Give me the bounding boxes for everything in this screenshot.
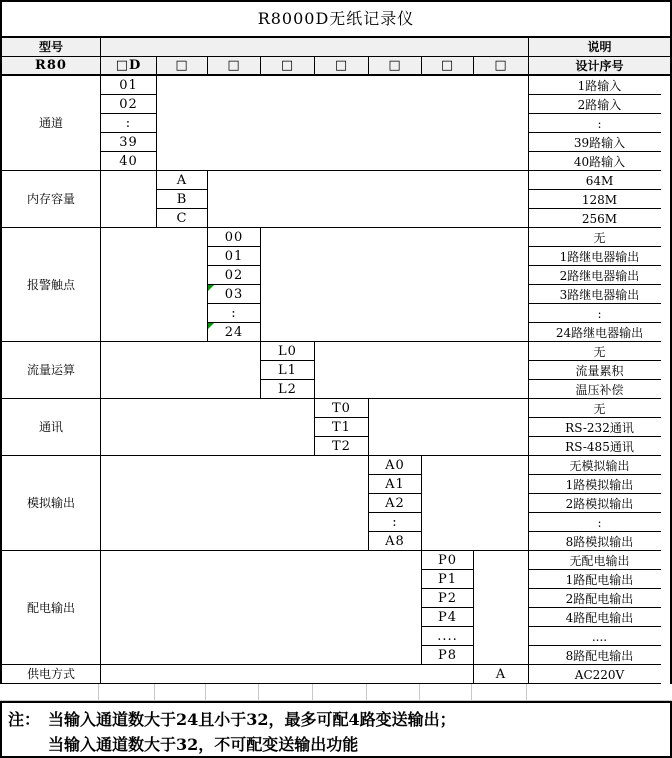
option-description-cell: 24路继电器输出	[529, 323, 670, 342]
option-description-cell: :	[529, 513, 670, 532]
section-label: 通讯	[2, 399, 101, 456]
empty-right-cell	[157, 76, 529, 171]
empty-right-cell	[315, 342, 529, 399]
code-placeholder-cell: □	[474, 57, 529, 76]
table-title: R8000D无纸记录仪	[2, 2, 670, 38]
option-description-cell: :	[529, 304, 670, 323]
empty-left-cell	[101, 171, 157, 228]
option-code-cell: P1	[422, 570, 474, 589]
spacer-cell	[527, 684, 672, 700]
code-placeholder-cell: □	[422, 57, 474, 76]
code-placeholder-cell: □	[157, 57, 208, 76]
option-description-cell: 8路模拟输出	[529, 532, 670, 551]
option-code-cell: 02	[101, 95, 157, 114]
empty-right-cell	[208, 171, 529, 228]
empty-left-cell	[101, 399, 315, 456]
option-description-cell: ....	[529, 627, 670, 646]
option-code-cell: L0	[261, 342, 315, 361]
option-description-cell: 2路继电器输出	[529, 266, 670, 285]
code-placeholder-cell: □D	[101, 57, 157, 76]
spacer-cell	[367, 684, 420, 700]
option-description-cell: 2路输入	[529, 95, 670, 114]
option-code-cell: 02	[208, 266, 261, 285]
option-code-cell: A0	[369, 456, 422, 475]
option-description-cell: 1路配电输出	[529, 570, 670, 589]
option-code-cell: 01	[101, 76, 157, 95]
option-code-cell: P4	[422, 608, 474, 627]
section-label: 内存容量	[2, 171, 101, 228]
model-code: R80	[2, 57, 101, 76]
option-code-cell: 40	[101, 152, 157, 171]
section-label: 通道	[2, 76, 101, 171]
spacer-cell	[0, 684, 99, 700]
empty-right-cell	[422, 456, 529, 551]
model-header-label: 型号	[2, 38, 101, 57]
option-description-cell: 1路模拟输出	[529, 475, 670, 494]
option-code-cell: A2	[369, 494, 422, 513]
option-description-cell: 1路输入	[529, 76, 670, 95]
note-lines	[48, 707, 456, 757]
option-code-cell: B	[157, 190, 208, 209]
empty-left-cell	[101, 228, 208, 342]
option-description-cell: RS-232通讯	[529, 418, 670, 437]
empty-right-cell	[474, 551, 529, 665]
option-code-cell: 39	[101, 133, 157, 152]
option-description-cell: 无模拟输出	[529, 456, 670, 475]
option-description-cell: 无配电输出	[529, 551, 670, 570]
option-description-cell: 8路配电输出	[529, 646, 670, 665]
option-code-cell: :	[208, 304, 261, 323]
model-header-span	[101, 38, 529, 57]
option-description-cell: :	[529, 114, 670, 133]
grid-spacer-row	[0, 684, 672, 701]
option-description-cell: 2路模拟输出	[529, 494, 670, 513]
option-code-cell: A1	[369, 475, 422, 494]
section-label: 流量运算	[2, 342, 101, 399]
option-code-cell: A8	[369, 532, 422, 551]
section-label: 配电输出	[2, 551, 101, 665]
empty-right-cell	[261, 228, 529, 342]
note-line-1: 当输入通道数大于24且小于32，最多可配4路变送输出；	[48, 710, 456, 729]
option-description-cell: 40路输入	[529, 152, 670, 171]
option-code-cell: 24	[208, 323, 261, 342]
code-placeholder-cell: □	[315, 57, 369, 76]
note-block	[0, 701, 672, 758]
option-code-cell: 01	[208, 247, 261, 266]
spacer-cell	[259, 684, 313, 700]
option-code-cell: :	[369, 513, 422, 532]
option-description-cell: 2路配电输出	[529, 589, 670, 608]
option-description-cell: 流量累积	[529, 361, 670, 380]
option-description-cell: 256M	[529, 209, 670, 228]
code-placeholder-cell: □	[208, 57, 261, 76]
note-line-2: 当输入通道数大于32，不可配变送输出功能	[48, 735, 359, 754]
section-label: 报警触点	[2, 228, 101, 342]
option-code-cell: C	[157, 209, 208, 228]
option-code-cell: A	[474, 665, 529, 684]
option-description-cell: 无	[529, 342, 670, 361]
option-description-cell: 64M	[529, 171, 670, 190]
option-description-cell: 无	[529, 399, 670, 418]
option-description-cell: 3路继电器输出	[529, 285, 670, 304]
option-description-cell: 1路继电器输出	[529, 247, 670, 266]
option-description-cell: RS-485通讯	[529, 437, 670, 456]
option-description-cell: AC220V	[529, 665, 670, 684]
empty-right-cell	[369, 399, 529, 456]
option-description-cell: 128M	[529, 190, 670, 209]
option-code-cell: L2	[261, 380, 315, 399]
option-description-cell: 温压补偿	[529, 380, 670, 399]
empty-left-cell	[101, 665, 474, 684]
option-code-cell: 00	[208, 228, 261, 247]
design-number-header: 设计序号	[529, 57, 670, 76]
option-code-cell: P2	[422, 589, 474, 608]
option-description-cell: 4路配电输出	[529, 608, 670, 627]
code-placeholder-cell: □	[261, 57, 315, 76]
section-label: 模拟输出	[2, 456, 101, 551]
option-code-cell: L1	[261, 361, 315, 380]
option-code-cell: ....	[422, 627, 474, 646]
option-code-cell: P0	[422, 551, 474, 570]
spacer-cell	[420, 684, 472, 700]
section-label: 供电方式	[2, 665, 101, 684]
spacer-cell	[155, 684, 206, 700]
spacer-cell	[99, 684, 155, 700]
note-prefix: 注：	[8, 710, 41, 729]
spacer-cell	[472, 684, 527, 700]
option-code-cell: P8	[422, 646, 474, 665]
option-code-cell: :	[101, 114, 157, 133]
spacer-cell	[206, 684, 259, 700]
empty-left-cell	[101, 551, 422, 665]
option-code-cell: T0	[315, 399, 369, 418]
spacer-cell	[313, 684, 367, 700]
option-code-cell: T1	[315, 418, 369, 437]
option-code-cell: 03	[208, 285, 261, 304]
description-header-label: 说明	[529, 38, 670, 57]
empty-left-cell	[101, 342, 261, 399]
code-placeholder-cell: □	[369, 57, 422, 76]
empty-left-cell	[101, 456, 369, 551]
option-description-cell: 无	[529, 228, 670, 247]
option-description-cell: 39路输入	[529, 133, 670, 152]
option-code-cell: T2	[315, 437, 369, 456]
option-code-cell: A	[157, 171, 208, 190]
